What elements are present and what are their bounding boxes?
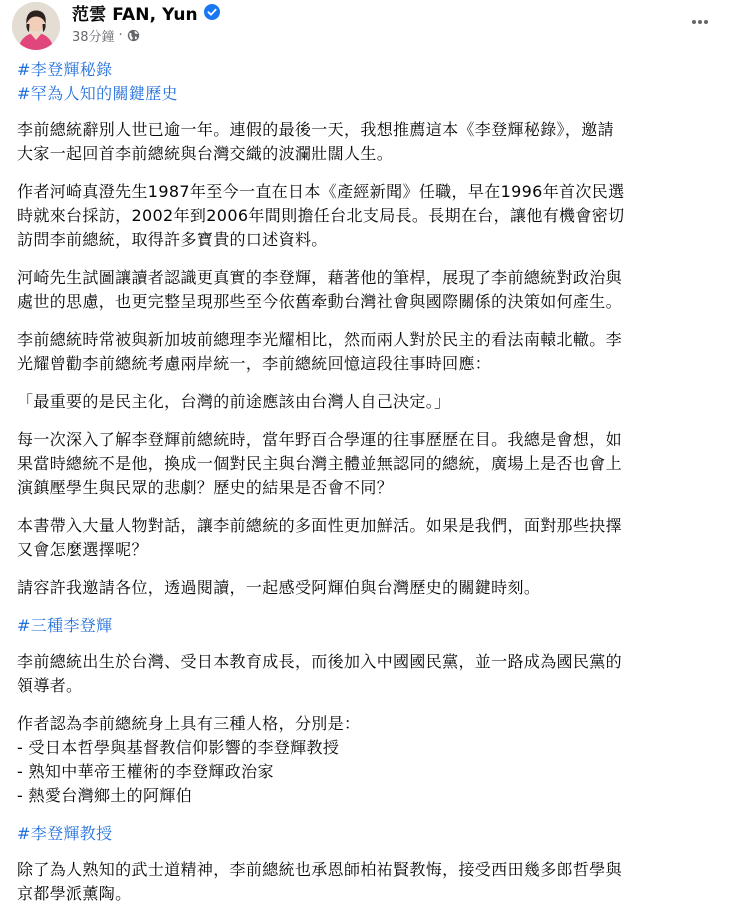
- list-item: - 熟知中華帝王權術的李登輝政治家: [17, 762, 274, 781]
- text-line: 領導者。: [17, 676, 83, 695]
- text-line: 李前總統時常被與新加坡前總理李光耀相比，然而兩人對於民主的看法南轅北轍。李: [17, 330, 622, 349]
- meta-separator: ·: [118, 27, 123, 43]
- text-line: 作者河崎真澄先生1987年至今一直在日本《產經新聞》任職，早在1996年首次民選: [17, 182, 625, 201]
- hashtag-link[interactable]: #三種李登輝: [17, 616, 113, 635]
- paragraph-quote: [17, 390, 717, 414]
- author-avatar[interactable]: [12, 2, 60, 50]
- list-item: - 熱愛台灣鄉土的阿輝伯: [17, 786, 193, 805]
- paragraph-intro: [17, 118, 717, 166]
- paragraph-background: [17, 650, 717, 698]
- text-line: 李前總統辭別人世已逾一年。連假的最後一天，我想推薦這本《李登輝秘錄》，邀請: [17, 120, 614, 139]
- post-meta: [72, 26, 140, 44]
- text-line: 作者認為李前總統身上具有三種人格，分別是：: [17, 714, 361, 733]
- text-line: 光耀曾勸李前總統考慮兩岸統一，李前總統回憶這段往事時回應：: [17, 354, 492, 373]
- text-line: 除了為人熟知的武士道精神，李前總統也承恩師柏祐賢教悔，接受西田幾多郎哲學與: [17, 860, 622, 879]
- text-line: 又會怎麼選擇呢？: [17, 540, 148, 559]
- text-line: 每一次深入了解李登輝前總統時，當年野百合學運的往事歷歷在目。我總是會想，如: [17, 430, 622, 449]
- text-line: 本書帶入大量人物對話，讓李前總統的多面性更加鮮活。如果是我們，面對那些抉擇: [17, 516, 622, 535]
- post-body: [17, 58, 717, 920]
- hashtag-link[interactable]: #李登輝教授: [17, 824, 113, 843]
- paragraph-professor: [17, 858, 717, 906]
- more-options-icon: [690, 12, 710, 32]
- top-hashtags: [17, 58, 717, 106]
- paragraph-dialogue: [17, 514, 717, 562]
- mid-hashtag: [17, 614, 717, 638]
- paragraph-three-personas: [17, 712, 717, 808]
- text-line: 李前總統出生於台灣、受日本教育成長，而後加入中國國民黨，並一路成為國民黨的: [17, 652, 622, 671]
- paragraph-author: [17, 180, 717, 252]
- post-header: [12, 0, 718, 52]
- paragraph-wild-lily: [17, 428, 717, 500]
- author-row: [72, 2, 220, 25]
- author-name[interactable]: 范雲 FAN, Yun: [72, 4, 198, 25]
- post-timestamp[interactable]: 38分鐘: [72, 29, 115, 45]
- text-line: 請容許我邀請各位，透過閱讀，一起感受阿輝伯與台灣歷史的關鍵時刻。: [17, 578, 541, 597]
- text-line: 「最重要的是民主化，台灣的前途應該由台灣人自己決定。」: [17, 392, 451, 411]
- text-line: 處世的思慮，也更完整呈現那些至今依舊牽動台灣社會與國際關係的決策如何產生。: [17, 292, 622, 311]
- paragraph-portrait: [17, 266, 717, 314]
- text-line: 果當時總統不是他，換成一個對民主與台灣主體並無認同的總統，廣場上是否也會上: [17, 454, 622, 473]
- bottom-hashtag: [17, 822, 717, 846]
- avatar-portrait-icon: [12, 2, 60, 50]
- text-line: 河崎先生試圖讓讀者認識更真實的李登輝，藉著他的筆桿，展現了李前總統對政治與: [17, 268, 622, 287]
- hashtag-link[interactable]: #李登輝秘錄: [17, 60, 113, 79]
- paragraph-invitation: [17, 576, 717, 600]
- text-line: 京都學派薰陶。: [17, 884, 132, 903]
- list-item: - 受日本哲學與基督教信仰影響的李登輝教授: [17, 738, 340, 757]
- globe-icon[interactable]: [127, 29, 140, 42]
- text-line: 大家一起回首李前總統與台灣交織的波瀾壯闊人生。: [17, 144, 394, 163]
- text-line: 訪問李前總統，取得許多寶貴的口述資料。: [17, 230, 328, 249]
- verified-badge-icon: [204, 4, 220, 20]
- text-line: 時就來台採訪，2002年到2006年間則擔任台北支局長。長期在台，讓他有機會密切: [17, 206, 625, 225]
- text-line: 演鎮壓學生與民眾的悲劇？歷史的結果是否會不同？: [17, 478, 394, 497]
- hashtag-link[interactable]: #罕為人知的關鍵歷史: [17, 84, 178, 103]
- paragraph-lee-kuan-yew: [17, 328, 717, 376]
- more-options-button[interactable]: [682, 4, 718, 40]
